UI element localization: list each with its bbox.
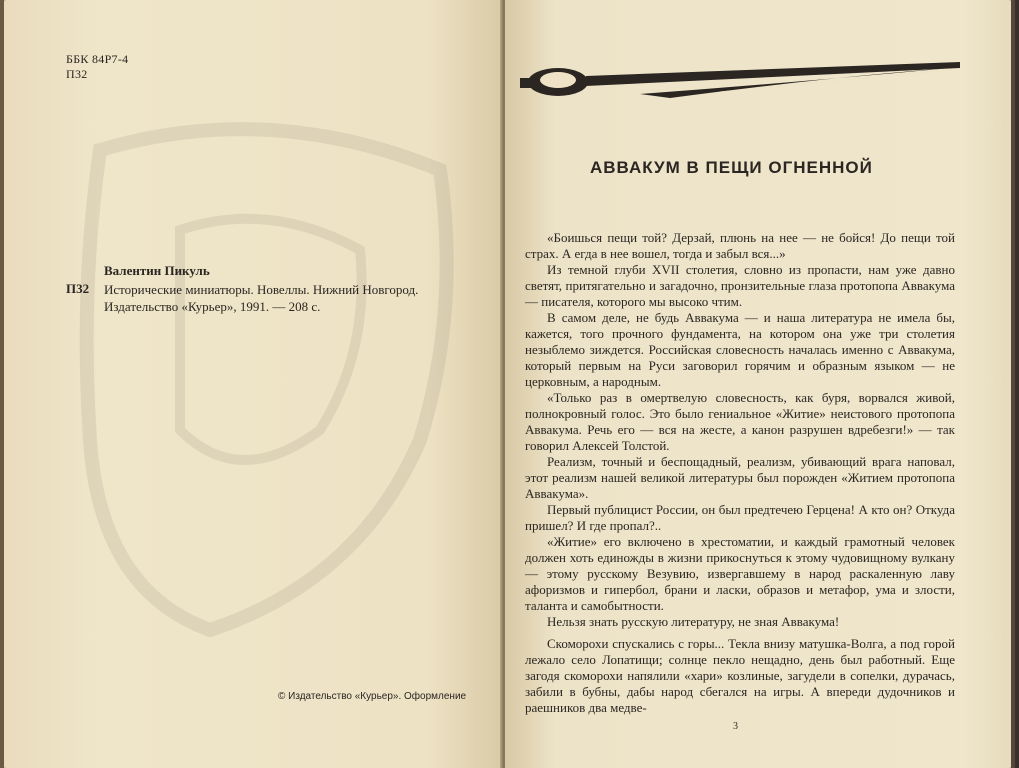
copyright-line: © Издательство «Курьер». Оформление: [278, 691, 467, 702]
page-number: 3: [733, 721, 738, 732]
paragraph: Скоморохи спускались с горы... Текла внизу матушка-Волга, а под горой лежало село Лопатищи; солнце пекло нещадно, день был работный. Еще загодя скоморохи напялили «хари» козлиные, загудели в сопелки, дурачась, забили в бубны, дабы народ сбегался на игры. А впереди дудочников и раешников два медве-: [525, 636, 955, 715]
paragraph: Реализм, точный и беспощадный, реализм, убивающий врага наповал, этот реализм нашей великой литературы был порожден «Житием протопопа Аввакума».: [525, 454, 955, 501]
ghost-illustration: [60, 110, 480, 690]
author-name: Валентин Пикуль: [104, 263, 210, 278]
page-edge: [1011, 0, 1015, 768]
index-code: П32: [66, 281, 90, 296]
paragraph: Первый публицист России, он был предтечею Герцена! А кто он? Откуда пришел? И где пропал?..: [525, 502, 955, 533]
bibliographic-entry: Исторические миниатюры. Новеллы. Нижний Новгород. Издательство «Курьер», 1991. — 208 с.: [104, 282, 419, 314]
chapter-body: [525, 230, 955, 630]
left-page: [0, 0, 503, 768]
chapter-section-two: [525, 636, 955, 716]
paragraph: Нельзя знать русскую литературу, не зная Аввакума!: [547, 614, 840, 629]
paragraph: В самом деле, не будь Аввакума — и наша литература не имела бы, кажется, того прочного фундамента, на котором она уже три столетия незыблемо зиждется. Российская словесность началась именно с Аввакума, который первым на Руси заговорил горячим и образным языком — не церковным, а народным.: [525, 310, 955, 389]
paragraph: Из темной глуби XVII столетия, словно из пропасти, нам уже давно светят, притягательно и загадочно, пронзительные глаза протопопа Аввакума — писателя, которого мы высоко чтим.: [525, 262, 955, 309]
bbk-code: ББК 84Р7-4: [66, 52, 129, 66]
paragraph: «Боишься пещи той? Дерзай, плюнь на нее — не бойся! До пещи той страх. А егда в нее вошел, тогда и забыл вся...»: [525, 230, 955, 261]
chapter-title: АВВАКУМ В ПЕЩИ ОГНЕННОЙ: [590, 158, 873, 177]
catalog-code: П32: [66, 67, 88, 81]
paragraph: «Житие» его включено в хрестоматии, и каждый грамотный человек должен хоть единожды в жизни прикоснуться к этому чудовищному вулкану — этому русскому Везувию, извергавшему в народ раскаленную лаву афоризмов и гипербол, брани и ласки, образов и метафор, ума и злости, таланта и самобытности.: [525, 534, 955, 613]
sword-quill-ornament: [520, 52, 960, 102]
page-edge: [0, 0, 4, 768]
paragraph: «Только раз в омертвелую словесность, как буря, ворвался живой, полнокровный голос. Это было гениальное «Житие» неистового протопопа Аввакума. Речь его — вся на жесте, а канон разрушен вдребезги!» — так говорил Алексей Толстой.: [525, 390, 955, 453]
